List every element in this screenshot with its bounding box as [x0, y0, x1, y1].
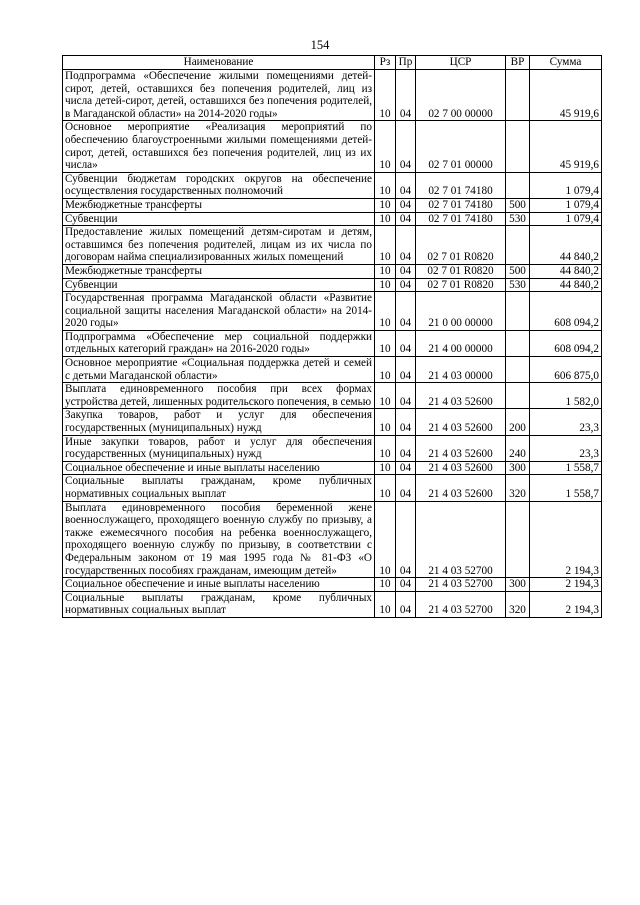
table-row [63, 278, 602, 292]
cell-vr: 200 [506, 409, 530, 435]
table-row [63, 172, 602, 198]
cell-name: Предоставление жилых помещений детям-сиротам и детям, оставшимся без попечения родителей, лицам из их числа по договорам найма специализированных жилых помещений [63, 226, 375, 265]
cell-pr: 04 [396, 383, 416, 409]
cell-rz: 10 [375, 292, 396, 331]
cell-pr: 04 [396, 435, 416, 461]
cell-vr: 320 [506, 591, 530, 617]
cell-name: Иные закупки товаров, работ и услуг для обеспечения государственных (муниципальных) нужд [63, 435, 375, 461]
cell-sum: 23,3 [530, 409, 602, 435]
table-header-row [63, 56, 602, 70]
cell-rz: 10 [375, 226, 396, 265]
cell-vr: 320 [506, 475, 530, 501]
cell-vr: 530 [506, 212, 530, 226]
cell-sum: 1 582,0 [530, 383, 602, 409]
cell-name: Выплата единовременного пособия беременной жене военнослужащего, проходящего военную службу по призыву, а также ежемесячного пособия на ребенка военнослужащего, проходящего военную службу по призыву, в соответствии с Федеральным законом от 19 мая 1995 года № 81-ФЗ «О государственных пособиях гражданам, имеющим детей» [63, 501, 375, 578]
cell-pr: 04 [396, 591, 416, 617]
cell-csr: 21 4 03 52700 [416, 501, 506, 578]
cell-name: Межбюджетные трансферты [63, 264, 375, 278]
cell-sum: 1 558,7 [530, 461, 602, 475]
table-row [63, 70, 602, 121]
cell-csr: 02 7 01 00000 [416, 121, 506, 172]
header-sum: Сумма [530, 56, 602, 70]
cell-sum: 2 194,3 [530, 501, 602, 578]
cell-csr: 21 0 00 00000 [416, 292, 506, 331]
cell-csr: 02 7 01 74180 [416, 212, 506, 226]
cell-csr: 02 7 01 74180 [416, 198, 506, 212]
cell-sum: 1 079,4 [530, 198, 602, 212]
cell-pr: 04 [396, 264, 416, 278]
cell-vr [506, 226, 530, 265]
cell-sum: 2 194,3 [530, 591, 602, 617]
cell-rz: 10 [375, 357, 396, 383]
cell-vr [506, 383, 530, 409]
cell-csr: 21 4 03 52600 [416, 409, 506, 435]
cell-csr: 02 7 01 74180 [416, 172, 506, 198]
budget-table [62, 55, 602, 618]
cell-pr: 04 [396, 409, 416, 435]
cell-pr: 04 [396, 292, 416, 331]
cell-name: Социальное обеспечение и иные выплаты населению [63, 461, 375, 475]
cell-rz: 10 [375, 70, 396, 121]
cell-rz: 10 [375, 172, 396, 198]
cell-vr: 300 [506, 461, 530, 475]
cell-pr: 04 [396, 461, 416, 475]
cell-pr: 04 [396, 357, 416, 383]
cell-sum: 2 194,3 [530, 578, 602, 592]
cell-pr: 04 [396, 501, 416, 578]
table-row [63, 475, 602, 501]
table-row [63, 264, 602, 278]
cell-sum: 45 919,6 [530, 70, 602, 121]
cell-csr: 21 4 00 00000 [416, 330, 506, 356]
cell-sum: 608 094,2 [530, 292, 602, 331]
table-row [63, 409, 602, 435]
header-name: Наименование [63, 56, 375, 70]
cell-name: Основное мероприятие «Реализация мероприятий по обеспечению благоустроенными жилыми помещениями детей-сирот, детей, оставшихся без попечения родителей, лиц из их числа» [63, 121, 375, 172]
cell-rz: 10 [375, 578, 396, 592]
cell-rz: 10 [375, 409, 396, 435]
cell-name: Выплата единовременного пособия при всех формах устройства детей, лишенных родительского попечения, в семью [63, 383, 375, 409]
cell-rz: 10 [375, 264, 396, 278]
cell-vr: 500 [506, 264, 530, 278]
cell-rz: 10 [375, 198, 396, 212]
cell-csr: 21 4 03 52600 [416, 461, 506, 475]
cell-name: Субвенции бюджетам городских округов на обеспечение осуществления государственных полномочий [63, 172, 375, 198]
cell-name: Социальные выплаты гражданам, кроме публичных нормативных социальных выплат [63, 475, 375, 501]
cell-pr: 04 [396, 70, 416, 121]
cell-pr: 04 [396, 330, 416, 356]
cell-csr: 21 4 03 52700 [416, 591, 506, 617]
cell-rz: 10 [375, 278, 396, 292]
cell-rz: 10 [375, 501, 396, 578]
cell-vr: 530 [506, 278, 530, 292]
table-row [63, 383, 602, 409]
cell-name: Подпрограмма «Обеспечение жилыми помещениями детей-сирот, детей, оставшихся без попечения родителей, лиц из числа детей-сирот, детей, оставшихся без попечения родителей, в Магаданской области» на 2014-2020 годы» [63, 70, 375, 121]
cell-rz: 10 [375, 475, 396, 501]
cell-vr [506, 172, 530, 198]
header-csr: ЦСР [416, 56, 506, 70]
cell-sum: 44 840,2 [530, 278, 602, 292]
table-row [63, 591, 602, 617]
cell-rz: 10 [375, 383, 396, 409]
cell-name: Социальное обеспечение и иные выплаты населению [63, 578, 375, 592]
cell-rz: 10 [375, 591, 396, 617]
cell-csr: 21 4 03 52600 [416, 383, 506, 409]
cell-pr: 04 [396, 475, 416, 501]
cell-sum: 23,3 [530, 435, 602, 461]
cell-sum: 44 840,2 [530, 264, 602, 278]
cell-sum: 45 919,6 [530, 121, 602, 172]
table-row [63, 501, 602, 578]
cell-pr: 04 [396, 172, 416, 198]
cell-vr [506, 121, 530, 172]
header-pr: Пр [396, 56, 416, 70]
cell-rz: 10 [375, 461, 396, 475]
cell-pr: 04 [396, 278, 416, 292]
cell-csr: 02 7 01 R0820 [416, 264, 506, 278]
cell-vr: 300 [506, 578, 530, 592]
cell-pr: 04 [396, 226, 416, 265]
cell-sum: 44 840,2 [530, 226, 602, 265]
cell-rz: 10 [375, 435, 396, 461]
cell-sum: 608 094,2 [530, 330, 602, 356]
table-row [63, 435, 602, 461]
header-rz: Рз [375, 56, 396, 70]
cell-csr: 21 4 03 52600 [416, 475, 506, 501]
cell-pr: 04 [396, 121, 416, 172]
cell-pr: 04 [396, 212, 416, 226]
cell-pr: 04 [396, 198, 416, 212]
table-row [63, 212, 602, 226]
cell-csr: 21 4 03 52600 [416, 435, 506, 461]
cell-pr: 04 [396, 578, 416, 592]
cell-sum: 1 079,4 [530, 212, 602, 226]
cell-rz: 10 [375, 212, 396, 226]
cell-csr: 02 7 01 R0820 [416, 226, 506, 265]
cell-name: Основное мероприятие «Социальная поддержка детей и семей с детьми Магаданской области» [63, 357, 375, 383]
cell-sum: 1 558,7 [530, 475, 602, 501]
cell-name: Подпрограмма «Обеспечение мер социальной поддержки отдельных категорий граждан» на 2016-2020 годы» [63, 330, 375, 356]
cell-vr [506, 357, 530, 383]
table-row [63, 461, 602, 475]
cell-csr: 02 7 01 R0820 [416, 278, 506, 292]
cell-name: Межбюджетные трансферты [63, 198, 375, 212]
table-row [63, 226, 602, 265]
cell-name: Субвенции [63, 278, 375, 292]
cell-rz: 10 [375, 330, 396, 356]
cell-rz: 10 [375, 121, 396, 172]
cell-csr: 21 4 03 52700 [416, 578, 506, 592]
cell-csr: 21 4 03 00000 [416, 357, 506, 383]
cell-vr: 500 [506, 198, 530, 212]
header-vr: ВР [506, 56, 530, 70]
table-row [63, 357, 602, 383]
table-row [63, 198, 602, 212]
table-row [63, 578, 602, 592]
cell-sum: 606 875,0 [530, 357, 602, 383]
table-row [63, 292, 602, 331]
cell-name: Социальные выплаты гражданам, кроме публичных нормативных социальных выплат [63, 591, 375, 617]
cell-name: Государственная программа Магаданской области «Развитие социальной защиты населения Магаданской области» на 2014-2020 годы» [63, 292, 375, 331]
table-body [63, 70, 602, 618]
table-row [63, 121, 602, 172]
cell-name: Закупка товаров, работ и услуг для обеспечения государственных (муниципальных) нужд [63, 409, 375, 435]
cell-csr: 02 7 00 00000 [416, 70, 506, 121]
cell-name: Субвенции [63, 212, 375, 226]
cell-vr [506, 501, 530, 578]
page-number: 154 [310, 38, 330, 52]
cell-vr [506, 70, 530, 121]
cell-vr [506, 292, 530, 331]
cell-sum: 1 079,4 [530, 172, 602, 198]
cell-vr [506, 330, 530, 356]
cell-vr: 240 [506, 435, 530, 461]
table-row [63, 330, 602, 356]
